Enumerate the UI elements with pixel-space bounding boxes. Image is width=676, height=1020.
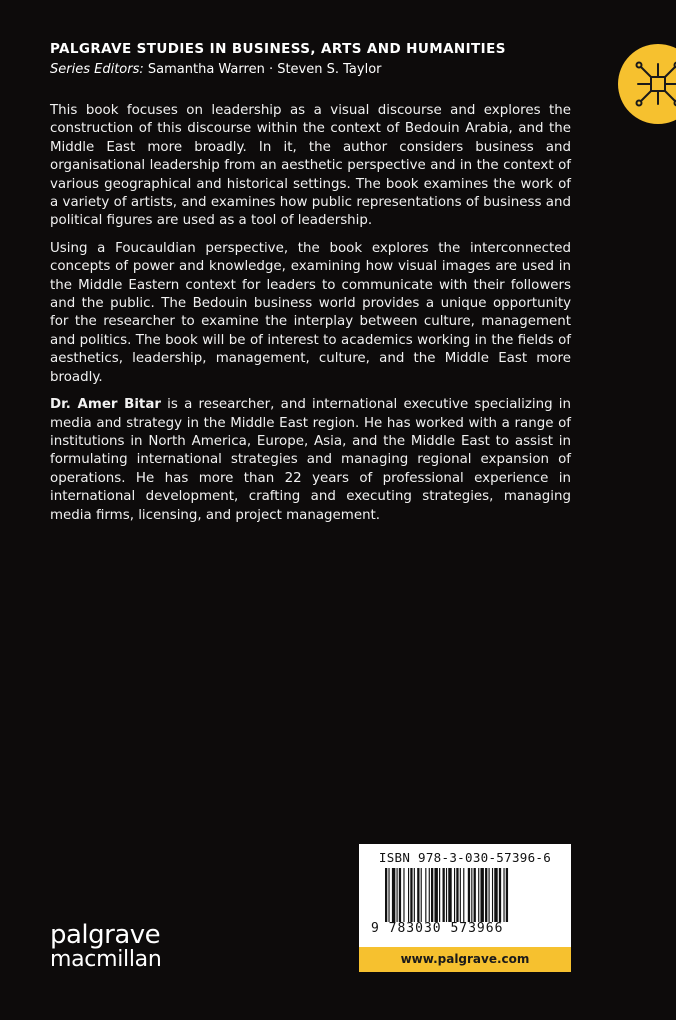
publisher-url[interactable]: www.palgrave.com xyxy=(359,947,571,972)
blurb-paragraph-2: Using a Foucauldian perspective, the book explores the interconnected concepts of power and knowledge, examining how visual images are used in the Middle Eastern context for leaders to communicate with their followers and the public. The Bedouin business world provides a unique opportunity for the researcher to examine the interplay between culture, management and politics. The book will be of interest to academics working in the fields of aesthetics, leadership, management, culture, and the Middle East more broadly. xyxy=(50,240,571,385)
circuit-node-icon xyxy=(632,58,676,110)
series-badge xyxy=(618,44,676,124)
back-cover-blurb xyxy=(50,102,571,534)
publisher-logo xyxy=(50,922,162,972)
barcode-bars xyxy=(385,868,553,922)
author-bio-paragraph xyxy=(50,396,571,525)
series-editors xyxy=(50,62,382,77)
series-editors-names: Samantha Warren · Steven S. Taylor xyxy=(147,62,382,77)
isbn-barcode xyxy=(359,844,571,947)
series-title: PALGRAVE STUDIES IN BUSINESS, ARTS AND HUMANITIES xyxy=(50,41,506,57)
publisher-logo-line-2: macmillan xyxy=(50,947,162,972)
series-editors-label: Series Editors: xyxy=(50,62,144,77)
author-name: Dr. Amer Bitar xyxy=(50,397,161,413)
isbn-label: ISBN 978-3-030-57396-6 xyxy=(378,850,552,865)
publisher-logo-line-1: palgrave xyxy=(50,920,161,950)
author-bio: is a researcher, and international executive specializing in media and strategy in the Middle East region. He has worked with a range of institutions in North America, Europe, Asia, and the Middle East to assist in formulating international strategies and managing regional expansion of operations. He has more than 22 years of professional experience in international development, crafting and executing strategies, managing media firms, licensing, and project management. xyxy=(50,397,572,523)
blurb-paragraph-1: This book focuses on leadership as a visual discourse and explores the construction of this discourse within the context of Bedouin Arabia, and the Middle East more broadly. In it, the author considers business and organisational leadership from an aesthetic perspective and in the context of various geographical and historical settings. The book examines the work of a variety of artists, and examines how public representations of business and political figures are used as a tool of leadership. xyxy=(50,103,571,229)
barcode-digits: 9 783030 573966 xyxy=(371,921,504,936)
